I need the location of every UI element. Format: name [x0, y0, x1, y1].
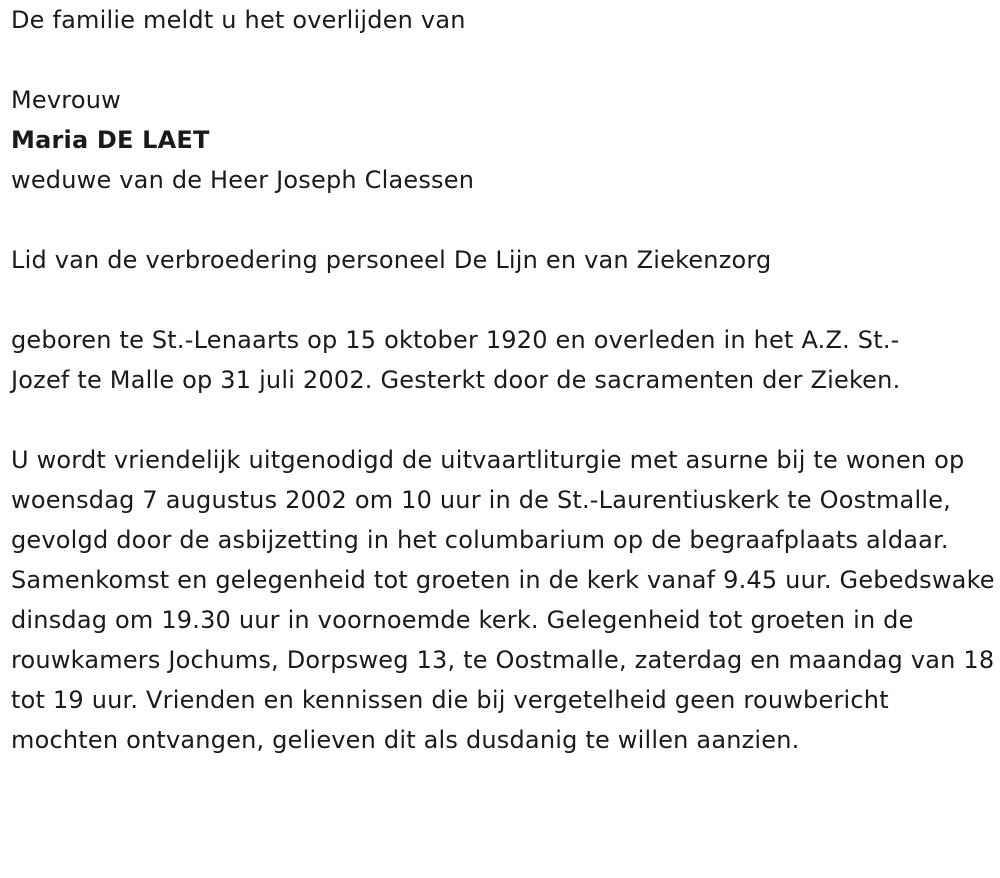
birth-death-paragraph: geboren te St.-Lenaarts op 15 oktober 1920 en overleden in het A.Z. St.-Jozef te Malle op 31 juli 2002. Gesterkt door de sacramenten der Zieken. [11, 326, 901, 394]
salutation: Mevrouw [11, 86, 121, 114]
widow-of-line: weduwe van de Heer Joseph Claessen [11, 166, 475, 194]
intro-line: De familie meldt u het overlijden van [11, 6, 466, 34]
spacer [11, 40, 996, 80]
deceased-name: Maria DE LAET [11, 126, 210, 154]
funeral-info-paragraph: U wordt vriendelijk uitgenodigd de uitvaartliturgie met asurne bij te wonen op woensdag 7 augustus 2002 om 10 uur in de St.-Laurentiuskerk te Oostmalle, gevolgd door de asbijzetting in het columbarium op de begraafplaats aldaar. Samenkomst en gelegenheid tot groeten in de kerk vanaf 9.45 uur. Gebedswake dinsdag om 19.30 uur in voornoemde kerk. Gelegenheid tot groeten in de rouwkamers Jochums, Dorpsweg 13, te Oostmalle, zaterdag en maandag van 18 tot 19 uur. Vrienden en kennissen die bij vergetelheid geen rouwbericht mochten ontvangen, gelieven dit als dusdanig te willen aanzien. [11, 446, 995, 754]
obituary-document [11, 0, 996, 760]
membership-line: Lid van de verbroedering personeel De Lijn en van Ziekenzorg [11, 246, 772, 274]
